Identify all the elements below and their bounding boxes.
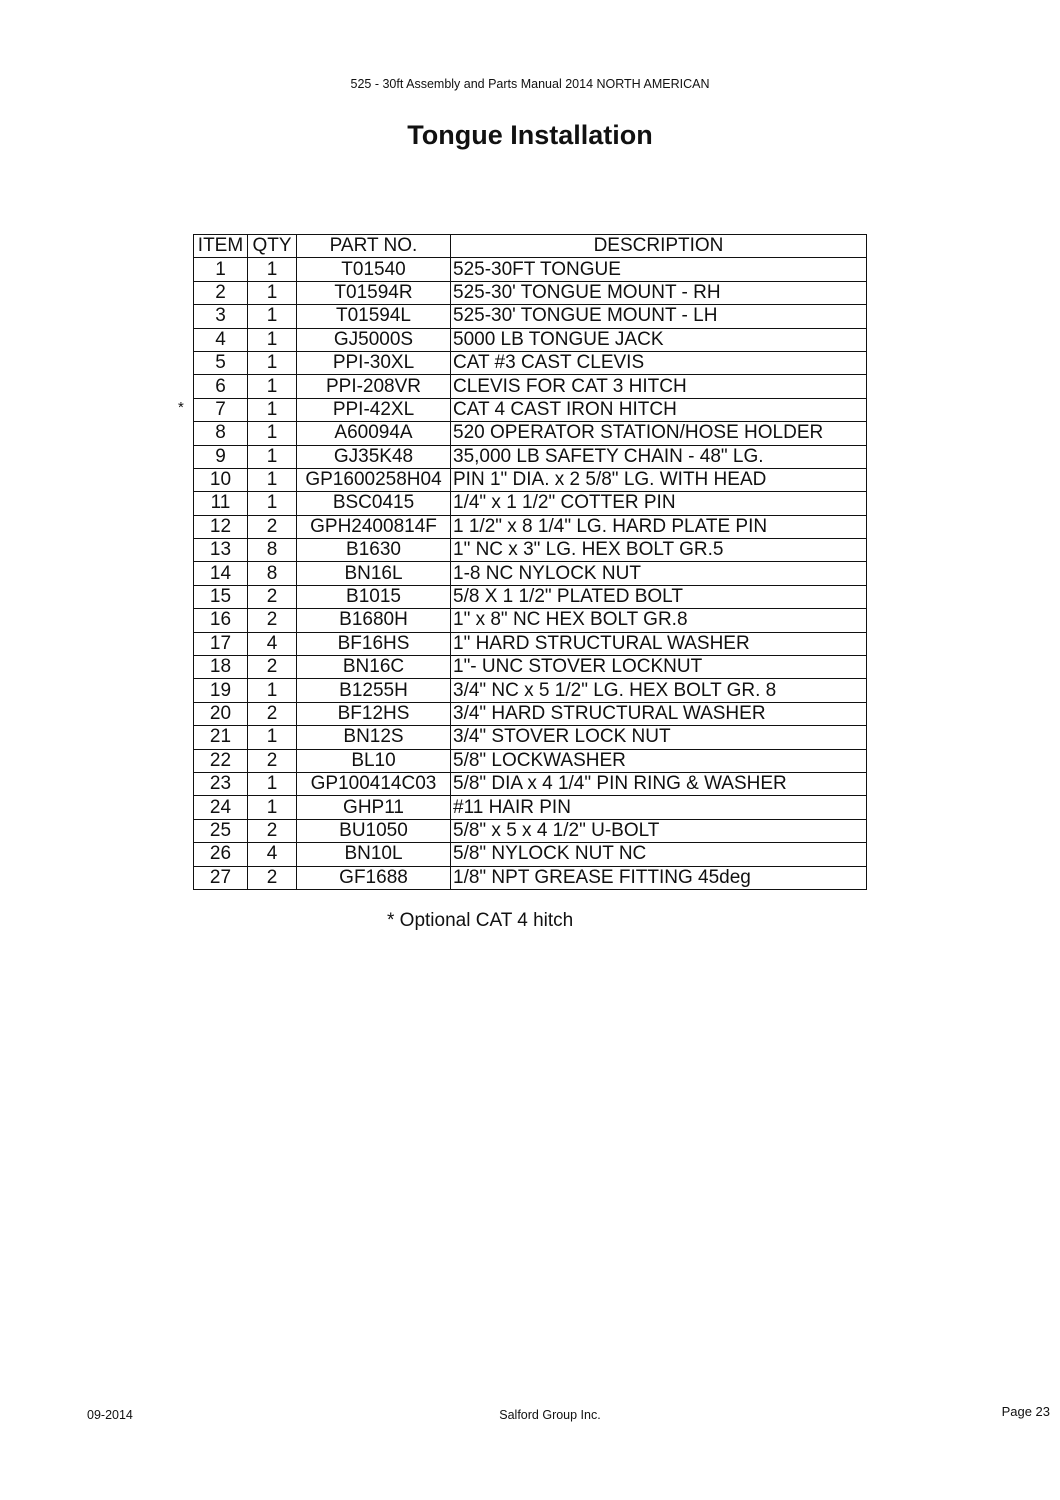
cell-qty: 1 [248,726,297,749]
cell-part-no: T01594R [297,281,451,304]
table-row [194,843,867,866]
cell-qty: 1 [248,305,297,328]
table-row [194,281,867,304]
cell-item: 1 [194,258,248,281]
cell-qty: 1 [248,258,297,281]
footnote: * Optional CAT 4 hitch [387,910,574,931]
cell-description: 5000 LB TONGUE JACK [451,328,867,351]
footer-page-number: Page 23 [1001,1404,1050,1419]
cell-part-no: BU1050 [297,819,451,842]
cell-item: 9 [194,445,248,468]
cell-item: 14 [194,562,248,585]
cell-description: 1"- UNC STOVER LOCKNUT [451,656,867,679]
table-row [194,726,867,749]
cell-part-no: PPI-208VR [297,375,451,398]
cell-qty: 1 [248,679,297,702]
cell-description: 5/8" NYLOCK NUT NC [451,843,867,866]
table-row [194,468,867,491]
cell-part-no: PPI-30XL [297,351,451,374]
cell-qty: 1 [248,422,297,445]
cell-part-no: BN16C [297,656,451,679]
cell-qty: 1 [248,351,297,374]
table-row [194,772,867,795]
cell-part-no: GF1688 [297,866,451,889]
cell-item: 6 [194,375,248,398]
cell-part-no: GP1600258H04 [297,468,451,491]
cell-item: 22 [194,749,248,772]
table-row [194,539,867,562]
cell-description: 1" HARD STRUCTURAL WASHER [451,632,867,655]
cell-part-no: BN12S [297,726,451,749]
cell-item: 20 [194,702,248,725]
cell-part-no: B1680H [297,609,451,632]
cell-qty: 1 [248,375,297,398]
cell-part-no: T01540 [297,258,451,281]
cell-qty: 2 [248,656,297,679]
cell-item: 12 [194,515,248,538]
cell-qty: 2 [248,702,297,725]
cell-qty: 2 [248,749,297,772]
cell-description: 1-8 NC NYLOCK NUT [451,562,867,585]
cell-part-no: BF16HS [297,632,451,655]
cell-qty: 2 [248,609,297,632]
table-row [194,609,867,632]
cell-item: 3 [194,305,248,328]
cell-part-no: BF12HS [297,702,451,725]
table-row [194,679,867,702]
table-row [194,656,867,679]
cell-item: 11 [194,492,248,515]
table-row [194,398,867,421]
table-row [194,749,867,772]
column-header-item: ITEM [194,235,248,258]
cell-description: #11 HAIR PIN [451,796,867,819]
table-row [194,328,867,351]
cell-part-no: B1255H [297,679,451,702]
table-row [194,702,867,725]
table-row [194,515,867,538]
cell-part-no: B1015 [297,585,451,608]
cell-item: 17 [194,632,248,655]
table-row [194,632,867,655]
table-row [194,492,867,515]
cell-description: 5/8" DIA x 4 1/4" PIN RING & WASHER [451,772,867,795]
cell-qty: 1 [248,398,297,421]
table-row [194,305,867,328]
cell-part-no: A60094A [297,422,451,445]
cell-qty: 4 [248,632,297,655]
cell-qty: 1 [248,468,297,491]
cell-qty: 2 [248,585,297,608]
cell-item: 24 [194,796,248,819]
cell-part-no: GHP11 [297,796,451,819]
footer-date: 09-2014 [87,1408,133,1422]
cell-description: 1" NC x 3" LG. HEX BOLT GR.5 [451,539,867,562]
cell-item: 13 [194,539,248,562]
column-header-qty: QTY [248,235,297,258]
cell-part-no: BN16L [297,562,451,585]
cell-item: 10 [194,468,248,491]
table-row [194,796,867,819]
cell-description: 3/4" HARD STRUCTURAL WASHER [451,702,867,725]
cell-qty: 1 [248,281,297,304]
column-header-part-no: PART NO. [297,235,451,258]
cell-qty: 8 [248,539,297,562]
cell-qty: 1 [248,772,297,795]
table-header-row [194,235,867,258]
cell-item: 15 [194,585,248,608]
parts-table [193,234,867,890]
document-header: 525 - 30ft Assembly and Parts Manual 2014 NORTH AMERICAN [350,77,710,91]
table-row [194,866,867,889]
cell-item: 18 [194,656,248,679]
cell-qty: 2 [248,866,297,889]
table-row [194,562,867,585]
cell-part-no: GP100414C03 [297,772,451,795]
cell-qty: 1 [248,796,297,819]
cell-item: 19 [194,679,248,702]
cell-description: 1/8" NPT GREASE FITTING 45deg [451,866,867,889]
footer-company: Salford Group Inc. [499,1408,601,1422]
cell-item: 26 [194,843,248,866]
cell-description: 5/8" LOCKWASHER [451,749,867,772]
cell-item: 4 [194,328,248,351]
cell-part-no: GPH2400814F [297,515,451,538]
table-row [194,819,867,842]
cell-qty: 2 [248,515,297,538]
cell-item: 23 [194,772,248,795]
cell-qty: 1 [248,492,297,515]
cell-description: 5/8" x 5 x 4 1/2" U-BOLT [451,819,867,842]
parts-table-body [194,258,867,890]
cell-qty: 2 [248,819,297,842]
cell-description: CAT #3 CAST CLEVIS [451,351,867,374]
cell-description: 525-30FT TONGUE [451,258,867,281]
cell-item: 16 [194,609,248,632]
cell-item: 2 [194,281,248,304]
cell-qty: 1 [248,328,297,351]
table-row [194,375,867,398]
cell-part-no: GJ5000S [297,328,451,351]
cell-description: 35,000 LB SAFETY CHAIN - 48" LG. [451,445,867,468]
table-row [194,585,867,608]
cell-part-no: GJ35K48 [297,445,451,468]
table-row [194,422,867,445]
cell-qty: 1 [248,445,297,468]
cell-description: 1/4" x 1 1/2" COTTER PIN [451,492,867,515]
cell-part-no: BL10 [297,749,451,772]
cell-qty: 4 [248,843,297,866]
cell-description: 3/4" STOVER LOCK NUT [451,726,867,749]
cell-part-no: T01594L [297,305,451,328]
cell-description: 3/4" NC x 5 1/2" LG. HEX BOLT GR. 8 [451,679,867,702]
cell-part-no: BSC0415 [297,492,451,515]
cell-description: 520 OPERATOR STATION/HOSE HOLDER [451,422,867,445]
optional-item-marker: * [178,399,184,416]
cell-description: 1" x 8" NC HEX BOLT GR.8 [451,609,867,632]
cell-part-no: PPI-42XL [297,398,451,421]
cell-part-no: B1630 [297,539,451,562]
column-header-description: DESCRIPTION [451,235,867,258]
cell-description: CAT 4 CAST IRON HITCH [451,398,867,421]
cell-description: PIN 1" DIA. x 2 5/8" LG. WITH HEAD [451,468,867,491]
cell-item: 5 [194,351,248,374]
cell-item: 21 [194,726,248,749]
page-title: Tongue Installation [407,120,653,150]
cell-item: 25 [194,819,248,842]
cell-description: 525-30' TONGUE MOUNT - RH [451,281,867,304]
cell-item: 8 [194,422,248,445]
table-row [194,445,867,468]
cell-item: 7 [194,398,248,421]
cell-qty: 8 [248,562,297,585]
table-row [194,351,867,374]
cell-part-no: BN10L [297,843,451,866]
cell-item: 27 [194,866,248,889]
cell-description: 1 1/2" x 8 1/4" LG. HARD PLATE PIN [451,515,867,538]
cell-description: 525-30' TONGUE MOUNT - LH [451,305,867,328]
table-row [194,258,867,281]
cell-description: CLEVIS FOR CAT 3 HITCH [451,375,867,398]
cell-description: 5/8 X 1 1/2" PLATED BOLT [451,585,867,608]
